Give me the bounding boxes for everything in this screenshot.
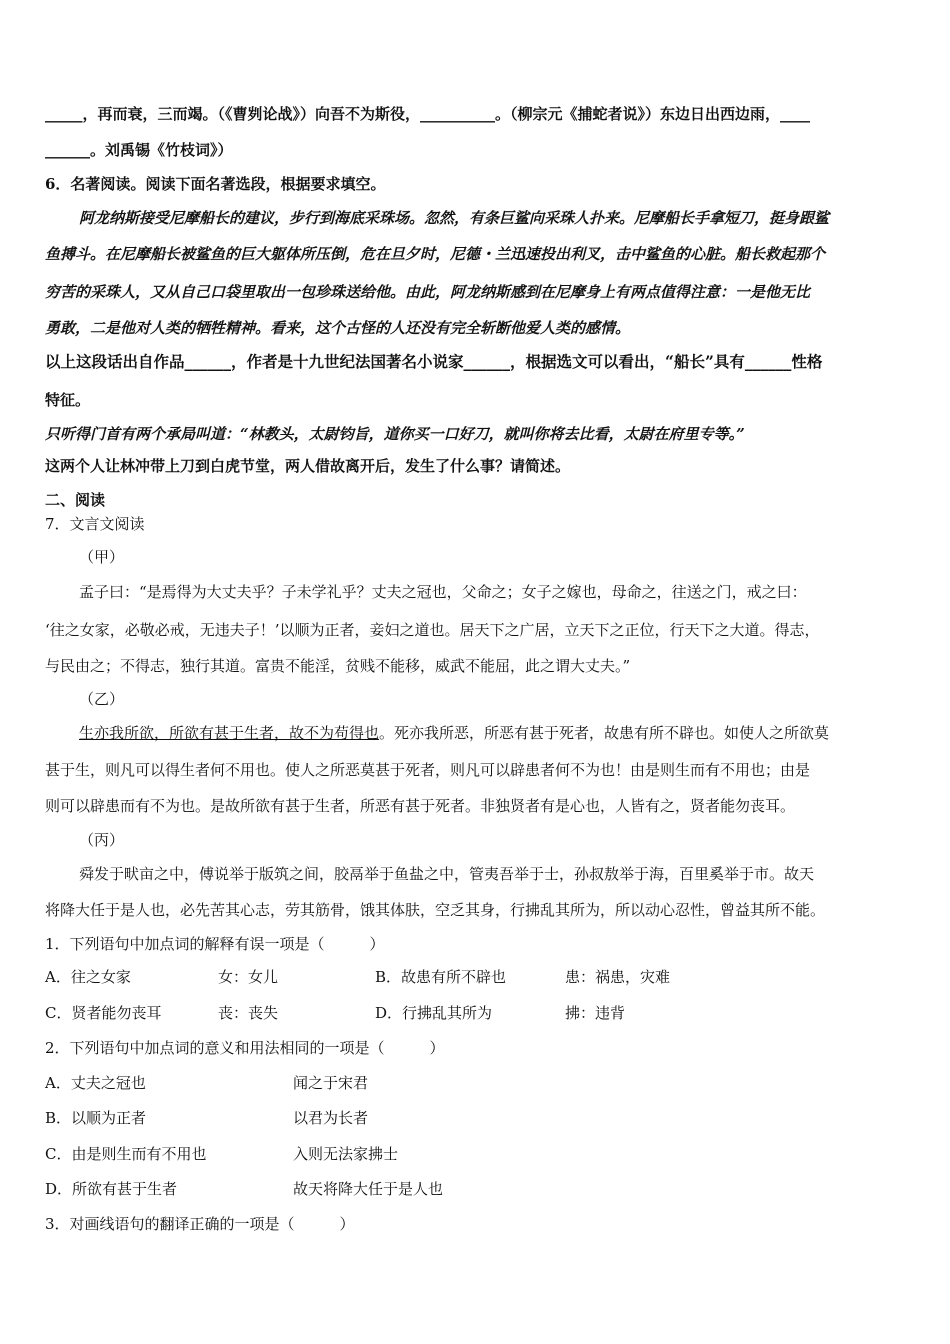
passage-label-jia: （甲） — [79, 548, 125, 566]
q2-option-b[interactable]: B．以顺为正者 — [45, 1109, 147, 1127]
recitation-line-1: _____，再而衰，三而竭。（《曹刿论战》）向吾不为斯役，__________。（柳宗元《捕蛇者说》）东边日出西边雨，____ — [45, 105, 811, 123]
answer-blank[interactable]: ______ — [744, 352, 792, 371]
q7-heading: 7．文言文阅读 — [45, 515, 145, 533]
question-1-stem: 1．下列语句中加点词的解释有误一项是（ ） — [45, 935, 385, 953]
passage-bing-line: 将降大任于是人也，必先苦其心志，劳其筋骨，饿其体肤，空乏其身，行拂乱其所为，所以动心忍性，曾益其所不能。 — [45, 901, 826, 919]
q1-option-c-note: 丧：丧失 — [218, 1004, 279, 1022]
q2-option-c-compare: 入则无法家拂士 — [293, 1145, 399, 1163]
passage-yi-line: 则可以辟患而有不为也。是故所欲有甚于生者，所恶有甚于死者。非独贤者有是心也，人皆有之，贤者能勿丧耳。 — [45, 797, 796, 815]
q2-option-a[interactable]: A．丈夫之冠也 — [45, 1074, 146, 1092]
underlined-sentence: 生亦我所欲，所欲有甚于生者，故不为苟得也 — [79, 724, 380, 742]
answer-blank[interactable]: _____ — [45, 105, 83, 123]
passage-yi-line: 甚于生，则凡可以得生者何不用也。使人之所恶莫甚于死者，则凡可以辟患者何不为也！由是则生而有不用也；由是 — [45, 761, 811, 779]
q6-passage-line: 鱼搏斗。在尼摩船长被鲨鱼的巨大躯体所压倒，危在旦夕时，尼德・兰迅速投出利叉，击中鲨鱼的心脏。船长救起那个 — [45, 245, 826, 263]
answer-blank[interactable]: ______ — [45, 141, 90, 159]
q1-option-a-note: 女：女儿 — [218, 968, 279, 986]
passage-label-bing: （丙） — [79, 831, 125, 849]
q2-option-b-compare: 以君为长者 — [293, 1109, 369, 1127]
section-title: 二、阅读 — [45, 491, 106, 509]
q1-option-b-note: 患：祸患，灾难 — [565, 968, 671, 986]
passage-jia-line: 与民由之；不得志，独行其道。富贵不能淫，贫贱不能移，威武不能屈，此之谓大丈夫。” — [45, 657, 631, 675]
question-2-stem: 2．下列语句中加点词的意义和用法相同的一项是（ ） — [45, 1039, 445, 1057]
q6-passage-line: 勇敢，二是他对人类的牺牲精神。看来，这个古怪的人还没有完全斩断他爱人类的感情。 — [45, 319, 631, 337]
q6-quote: 只听得门首有两个承局叫道：“林教头，太尉钧旨，道你买一口好刀，就叫你将去比看，太尉在府里专等。” — [45, 425, 745, 443]
passage-jia-line: ‘往之女家，必敬必戒，无违夫子！’以顺为正者，妾妇之道也。居天下之广居，立天下之正位，行天下之大道。得志， — [45, 621, 820, 639]
q6-fill-line: 以上这段话出自作品______，作者是十九世纪法国著名小说家______，根据选文可以看出，“船长”具有______性格 — [45, 352, 823, 371]
answer-blank[interactable]: ______ — [184, 352, 232, 371]
q1-option-c[interactable]: C．贤者能勿丧耳 — [45, 1004, 162, 1022]
q2-option-d[interactable]: D．所欲有甚于生者 — [45, 1180, 178, 1198]
answer-blank[interactable]: ______ — [463, 352, 511, 371]
passage-bing-line: 舜发于畎亩之中，傅说举于版筑之间，胶鬲举于鱼盐之中，管夷吾举于士，孙叔敖举于海，百里奚举于市。故天 — [79, 865, 815, 883]
passage-yi-line: 生亦我所欲，所欲有甚于生者，故不为苟得也。死亦我所恶，所恶有甚于死者，故患有所不辟也。如使人之所欲莫 — [79, 724, 830, 742]
q6-passage-line: 阿龙纳斯接受尼摩船长的建议，步行到海底采珠场。忽然，有条巨鲨向采珠人扑来。尼摩船长手拿短刀，挺身跟鲨 — [79, 209, 830, 227]
q6-question: 这两个人让林冲带上刀到白虎节堂，两人借故离开后，发生了什么事？请简述。 — [45, 457, 571, 475]
passage-jia-line: 孟子曰：“是焉得为大丈夫乎？子未学礼乎？丈夫之冠也，父命之；女子之嫁也，母命之，往送之门，戒之曰： — [79, 583, 807, 601]
recitation-line-2: ______。刘禹锡《竹枝词》） — [45, 141, 233, 159]
q2-option-a-compare: 闻之于宋君 — [293, 1074, 369, 1092]
q2-option-d-compare: 故天将降大任于是人也 — [293, 1180, 444, 1198]
question-3-stem: 3．对画线语句的翻译正确的一项是（ ） — [45, 1215, 355, 1233]
passage-label-yi: （乙） — [79, 690, 125, 708]
q6-heading: 6．名著阅读。阅读下面名著选段，根据要求填空。 — [45, 175, 386, 193]
q6-fill-continued: 特征。 — [45, 391, 91, 409]
q6-passage-line: 穷苦的采珠人，又从自己口袋里取出一包珍珠送给他。由此，阿龙纳斯感到在尼摩身上有两点值得注意：一是他无比 — [45, 283, 811, 301]
answer-blank[interactable]: ____ — [780, 105, 811, 123]
q1-option-d-note: 拂：违背 — [565, 1004, 626, 1022]
q2-option-c[interactable]: C．由是则生而有不用也 — [45, 1145, 207, 1163]
q1-option-a[interactable]: A．往之女家 — [45, 968, 131, 986]
q1-option-d[interactable]: D．行拂乱其所为 — [375, 1004, 493, 1022]
q1-option-b[interactable]: B．故患有所不辟也 — [375, 968, 507, 986]
answer-blank[interactable]: __________ — [420, 105, 496, 123]
